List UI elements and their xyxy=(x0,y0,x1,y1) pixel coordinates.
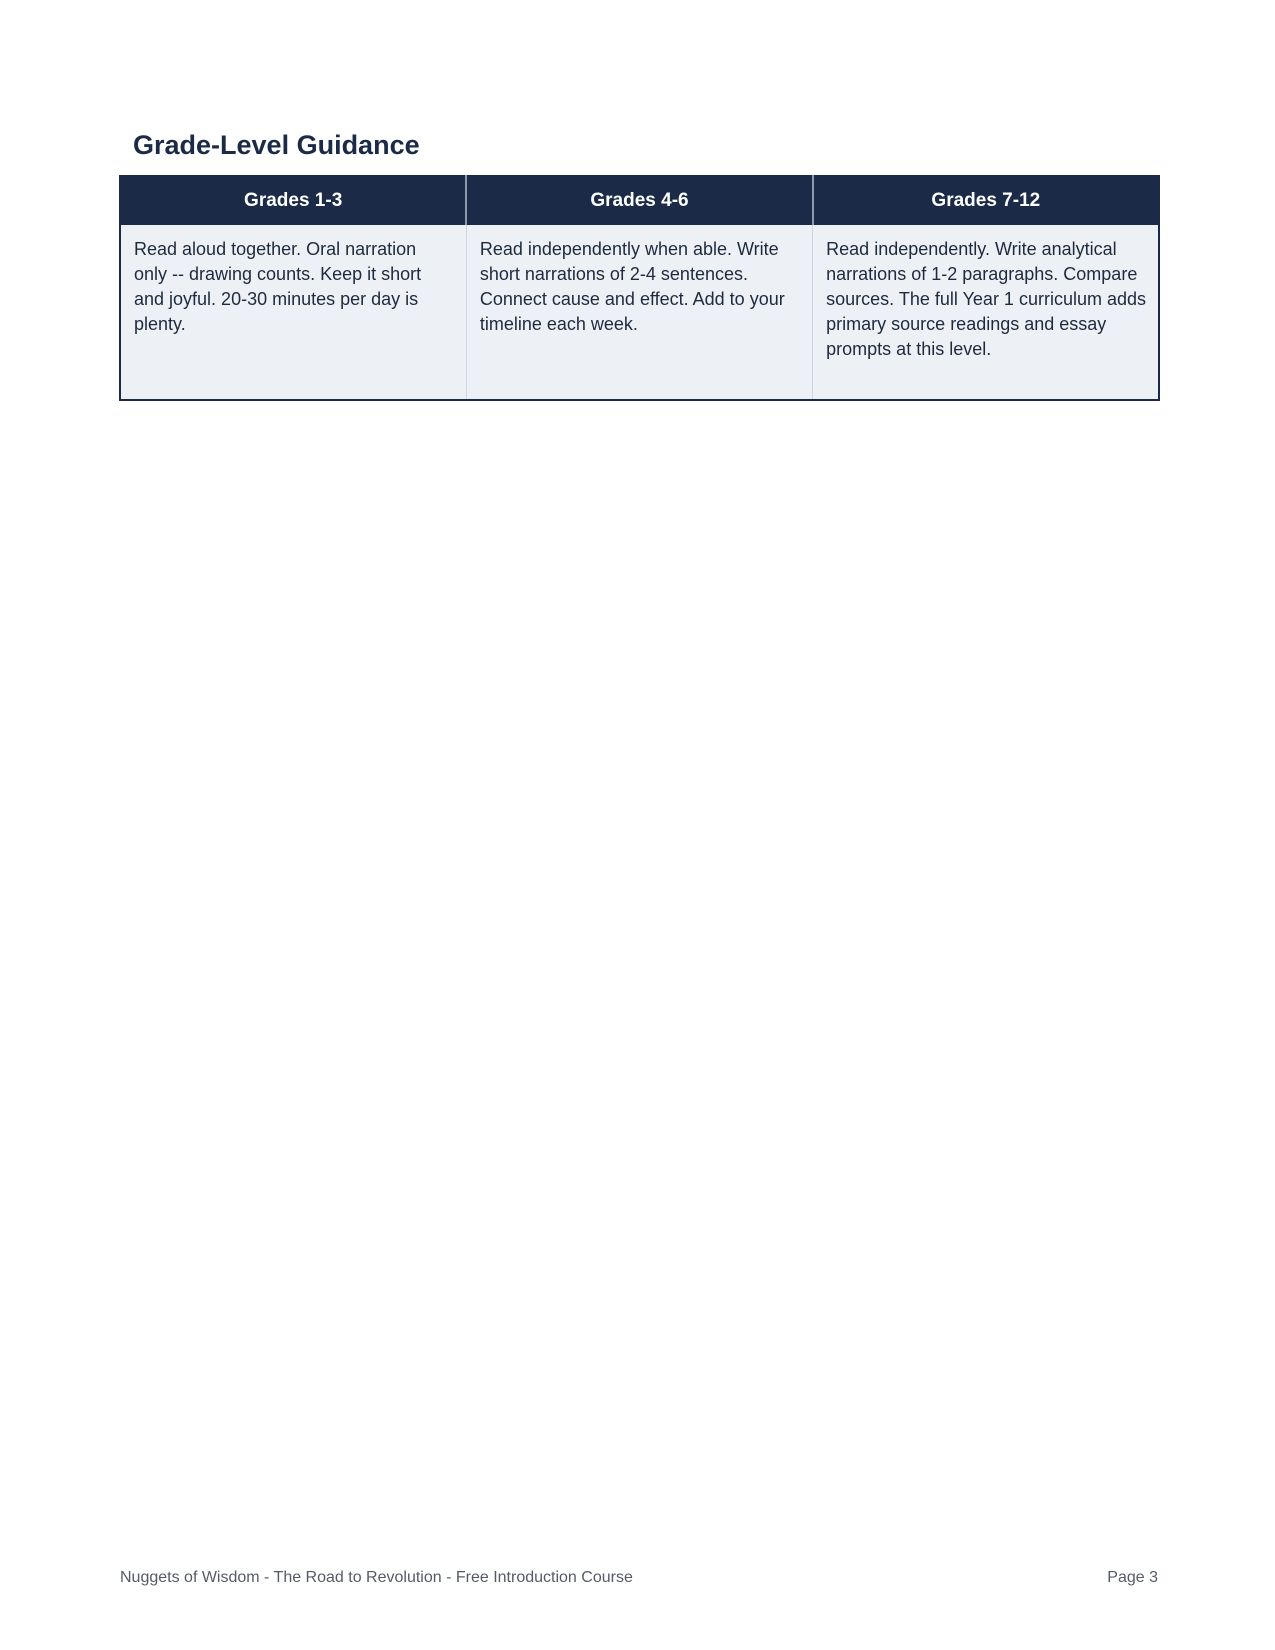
footer-page-number: Page 3 xyxy=(1107,1569,1158,1586)
table-header-row xyxy=(120,176,1159,225)
header-grades-1-3: Grades 1-3 xyxy=(120,176,466,225)
cell-grades-4-6: Read independently when able. Write short narrations of 2-4 sentences. Connect cause and effect. Add to your timeline each week. xyxy=(466,225,812,400)
grade-guidance-table xyxy=(119,175,1160,401)
header-grades-4-6: Grades 4-6 xyxy=(466,176,812,225)
cell-grades-7-12: Read independently. Write analytical narrations of 1-2 paragraphs. Compare sources. The full Year 1 curriculum adds primary source readings and essay prompts at this level. xyxy=(813,225,1159,400)
section-title: Grade-Level Guidance xyxy=(133,130,420,160)
table-row xyxy=(120,225,1159,400)
cell-grades-1-3: Read aloud together. Oral narration only -- drawing counts. Keep it short and joyful. 20-30 minutes per day is plenty. xyxy=(120,225,466,400)
footer-course-title: Nuggets of Wisdom - The Road to Revolution - Free Introduction Course xyxy=(120,1569,633,1586)
header-grades-7-12: Grades 7-12 xyxy=(813,176,1159,225)
